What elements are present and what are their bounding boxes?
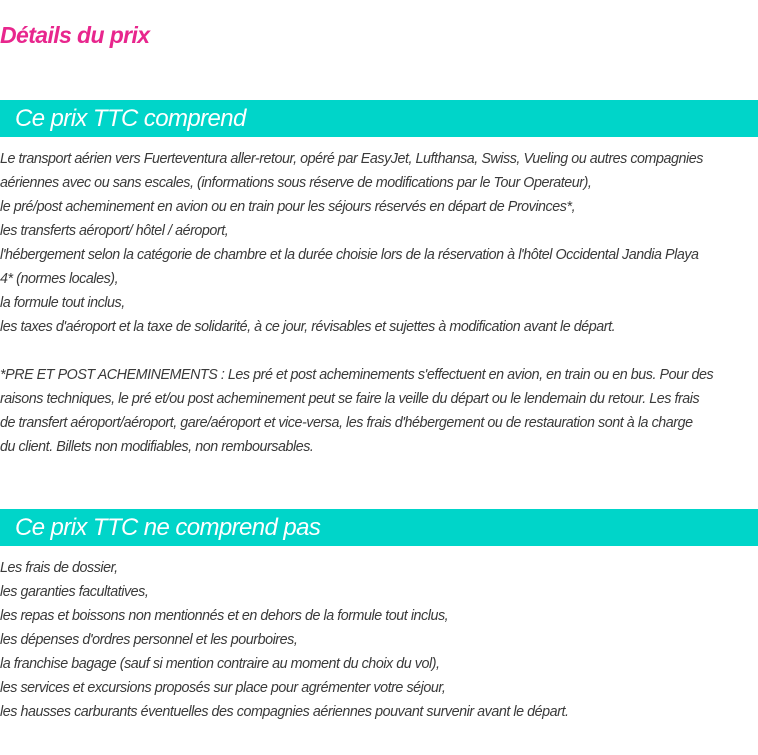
excludes-list	[0, 556, 758, 724]
includes-line: l'hébergement selon la catégorie de chambre et la durée choisie lors de la réservation à l'hôtel Occidental Jandia Playa	[0, 247, 699, 263]
excludes-line: les services et excursions proposés sur place pour agrémenter votre séjour,	[0, 680, 446, 696]
includes-section-header	[0, 100, 758, 137]
note-line: de transfert aéroport/aéroport, gare/aéroport et vice-versa, les frais d'hébergement ou de restauration sont à la charge	[0, 415, 693, 431]
excludes-line: la franchise bagage (sauf si mention contraire au moment du choix du vol),	[0, 656, 440, 672]
includes-line: aériennes avec ou sans escales, (informations sous réserve de modifications par le Tour Operateur),	[0, 175, 592, 191]
includes-line: les transferts aéroport/ hôtel / aéroport,	[0, 223, 229, 239]
note-line: du client. Billets non modifiables, non remboursables.	[0, 439, 314, 455]
includes-line: les taxes d'aéroport et la taxe de solidarité, à ce jour, révisables et sujettes à modification avant le départ.	[0, 319, 616, 335]
excludes-heading: Ce prix TTC ne comprend pas	[15, 514, 321, 541]
includes-list	[0, 147, 758, 339]
includes-line: la formule tout inclus,	[0, 295, 125, 311]
includes-line: le pré/post acheminement en avion ou en train pour les séjours réservés en départ de Provinces*,	[0, 199, 576, 215]
excludes-section-header	[0, 509, 758, 546]
includes-heading: Ce prix TTC comprend	[15, 105, 246, 132]
excludes-line: les garanties facultatives,	[0, 584, 149, 600]
includes-line: Le transport aérien vers Fuerteventura aller-retour, opéré par EasyJet, Lufthansa, Swiss, Vueling ou autres compagnies	[0, 151, 703, 167]
excludes-line: les repas et boissons non mentionnés et en dehors de la formule tout inclus,	[0, 608, 449, 624]
note-line: raisons techniques, le pré et/ou post acheminement peut se faire la veille du départ ou le lendemain du retour. Les frais	[0, 391, 700, 407]
excludes-line: Les frais de dossier,	[0, 560, 118, 576]
page-title: Détails du prix	[0, 22, 150, 48]
includes-line: 4* (normes locales),	[0, 271, 119, 287]
acheminement-note	[0, 363, 758, 459]
note-line: *PRE ET POST ACHEMINEMENTS : Les pré et post acheminements s'effectuent en avion, en train ou en bus. Pour des	[0, 367, 714, 383]
excludes-line: les hausses carburants éventuelles des compagnies aériennes pouvant survenir avant le départ.	[0, 704, 569, 720]
excludes-line: les dépenses d'ordres personnel et les pourboires,	[0, 632, 298, 648]
